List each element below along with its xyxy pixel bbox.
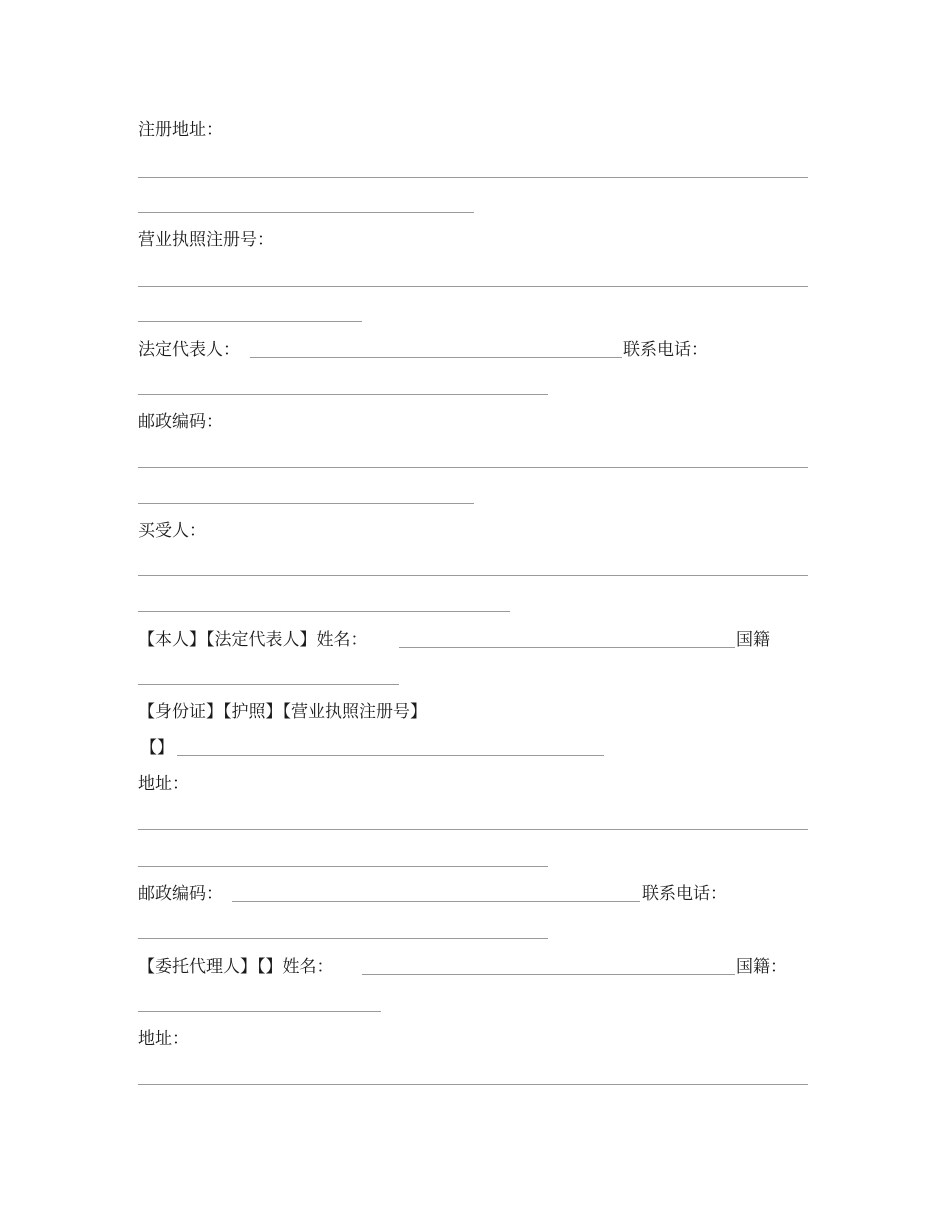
agent-nationality-label: 国籍： [736,957,787,977]
buyer-id-number-field[interactable] [177,755,604,756]
agent-address-label: 地址： [138,1029,189,1049]
buyer-address-line-2[interactable] [138,866,548,867]
buyer-nationality-label: 国籍 [736,630,770,650]
buyer-name-field[interactable] [399,647,735,648]
buyer-identity-options: 【本人】【法定代表人】姓名： [138,630,368,650]
license-number-label: 营业执照注册号： [138,230,274,250]
seller-phone-line[interactable] [138,394,548,395]
buyer-line-1[interactable] [138,575,808,576]
agent-address-line-1[interactable] [138,1084,808,1085]
buyer-postcode-field[interactable] [232,901,640,902]
buyer-postcode-label: 邮政编码： [138,884,223,904]
buyer-nationality-line[interactable] [138,684,399,685]
buyer-address-label: 地址： [138,774,189,794]
agent-identity-options: 【委托代理人】【】姓名： [138,957,334,977]
license-number-line-1[interactable] [138,286,808,287]
registered-address-label: 注册地址： [138,120,223,140]
buyer-line-2[interactable] [138,611,510,612]
seller-postcode-line-1[interactable] [138,467,808,468]
agent-name-field[interactable] [362,974,735,975]
buyer-id-number-bracket: 【】 [140,738,174,758]
agent-nationality-line[interactable] [138,1011,381,1012]
seller-postcode-line-2[interactable] [138,503,474,504]
buyer-id-type-options: 【身份证】【护照】【营业执照注册号】 [138,702,427,722]
buyer-phone-label: 联系电话： [642,884,727,904]
seller-phone-label: 联系电话： [623,340,708,360]
buyer-address-line-1[interactable] [138,829,808,830]
license-number-line-2[interactable] [138,321,362,322]
legal-rep-label: 法定代表人： [138,340,240,360]
seller-postcode-label: 邮政编码： [138,412,223,432]
buyer-phone-line[interactable] [138,938,548,939]
registered-address-line-1[interactable] [138,177,808,178]
registered-address-line-2[interactable] [138,212,474,213]
legal-rep-field[interactable] [250,357,622,358]
buyer-title: 买受人： [138,521,206,541]
